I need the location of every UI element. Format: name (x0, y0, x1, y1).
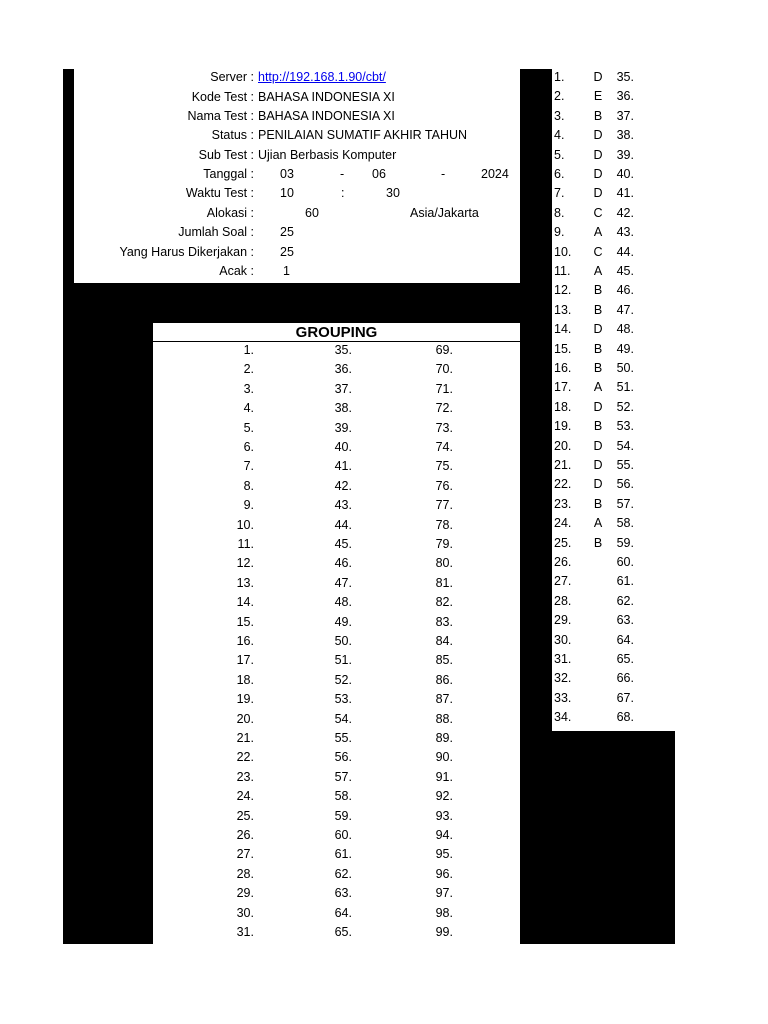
grouping-number: 23. (236, 769, 254, 784)
grouping-number: 17. (236, 653, 254, 668)
answer-next-number: 56. (616, 477, 634, 492)
grouping-number: 97. (435, 886, 453, 901)
grouping-number: 57. (334, 769, 352, 784)
answer-number: 33. (554, 690, 572, 705)
nama-test-label: Nama Test : (187, 109, 254, 123)
answer-key: E (593, 89, 603, 104)
answer-next-number: 62. (616, 593, 634, 608)
answer-next-number: 43. (616, 225, 634, 240)
answer-next-number: 47. (616, 302, 634, 317)
waktu-minute: 30 (386, 186, 400, 200)
grouping-number: 30. (236, 905, 254, 920)
answer-key: A (593, 380, 603, 395)
answer-next-number: 37. (616, 108, 634, 123)
answer-number: 13. (554, 302, 572, 317)
grouping-number: 63. (334, 886, 352, 901)
answer-number: 20. (554, 438, 572, 453)
answer-key: D (593, 399, 603, 414)
answer-number: 21. (554, 458, 572, 472)
grouping-number: 74. (435, 440, 453, 454)
sub-test-label: Sub Test : (198, 148, 254, 162)
answer-number: 22. (554, 477, 572, 492)
answer-next-number: 38. (616, 128, 634, 143)
tanggal-separator: - (441, 167, 446, 181)
answer-key: B (593, 361, 603, 375)
answer-next-number: 36. (616, 89, 634, 104)
grouping-number: 73. (435, 420, 453, 435)
tanggal-label: Tanggal : (203, 167, 254, 181)
answer-key: D (593, 128, 603, 143)
grouping-number: 60. (334, 828, 352, 842)
answer-number: 11. (554, 264, 571, 278)
answer-key: B (593, 108, 603, 123)
grouping-number: 10. (236, 517, 254, 532)
grouping-number: 79. (435, 537, 453, 551)
grouping-number: 64. (334, 905, 352, 920)
grouping-number: 86. (435, 672, 453, 687)
kode-test-label: Kode Test : (191, 90, 254, 104)
answer-next-number: 54. (616, 438, 634, 453)
answer-number: 26. (554, 555, 572, 569)
grouping-number: 47. (334, 575, 352, 590)
answer-next-number: 48. (616, 322, 634, 337)
answer-number: 6. (554, 167, 565, 181)
grouping-number: 85. (435, 653, 453, 668)
answer-next-number: 49. (616, 341, 634, 356)
grouping-number: 24. (236, 789, 254, 804)
grouping-number: 93. (435, 808, 453, 823)
answer-next-number: 57. (616, 496, 634, 511)
grouping-number: 35. (334, 343, 352, 357)
grouping-number: 75. (435, 459, 453, 474)
answer-next-number: 53. (616, 419, 634, 434)
answer-next-number: 52. (616, 399, 634, 414)
answer-number: 7. (554, 186, 565, 201)
answer-number: 15. (554, 341, 572, 356)
answer-next-number: 68. (616, 710, 634, 725)
grouping-number: 2. (243, 362, 254, 377)
answer-next-number: 50. (616, 361, 634, 375)
answer-next-number: 65. (616, 652, 634, 666)
tanggal-year: 2024 (481, 167, 509, 181)
answer-key: B (593, 535, 603, 550)
answer-next-number: 35. (616, 70, 634, 84)
grouping-number: 12. (236, 556, 254, 571)
answer-next-number: 46. (616, 283, 634, 298)
grouping-number: 13. (236, 575, 254, 590)
answer-number: 2. (554, 89, 565, 104)
answer-number: 5. (554, 147, 565, 162)
tanggal-day: 03 (280, 167, 294, 181)
tanggal-separator: - (340, 167, 345, 181)
nama-test-value: BAHASA INDONESIA XI (258, 109, 395, 123)
jumlah-soal-label: Jumlah Soal : (178, 225, 254, 239)
grouping-number: 14. (236, 595, 254, 610)
grouping-number: 95. (435, 847, 453, 862)
grouping-number: 58. (334, 789, 352, 804)
answer-number: 30. (554, 632, 572, 647)
answer-key: D (593, 458, 603, 472)
grouping-number: 53. (334, 692, 352, 707)
answer-next-number: 64. (616, 632, 634, 647)
answer-next-number: 63. (616, 613, 634, 628)
grouping-number: 26. (236, 828, 254, 842)
answer-number: 3. (554, 108, 565, 123)
grouping-number: 28. (236, 866, 254, 881)
answer-next-number: 39. (616, 147, 634, 162)
grouping-number: 29. (236, 886, 254, 901)
answer-key: C (593, 205, 603, 220)
grouping-number: 82. (435, 595, 453, 610)
grouping-number: 49. (334, 614, 352, 629)
grouping-number: 8. (243, 478, 254, 493)
grouping-number: 62. (334, 866, 352, 881)
grouping-number: 27. (236, 847, 254, 862)
grouping-number: 44. (334, 517, 352, 532)
grouping-number: 41. (334, 459, 352, 474)
grouping-number: 94. (435, 828, 453, 842)
waktu-test-label: Waktu Test : (185, 186, 254, 200)
answer-next-number: 45. (616, 264, 634, 278)
answer-key: A (593, 264, 603, 278)
answer-number: 18. (554, 399, 572, 414)
answer-next-number: 58. (616, 516, 634, 531)
grouping-number: 54. (334, 711, 352, 726)
answer-number: 24. (554, 516, 572, 531)
jumlah-soal-value: 25 (280, 225, 294, 239)
grouping-number: 90. (435, 750, 453, 765)
grouping-number: 31. (236, 925, 254, 939)
grouping-number: 55. (334, 731, 352, 745)
answer-key: D (593, 167, 603, 181)
acak-label: Acak : (219, 264, 254, 278)
grouping-number: 91. (435, 769, 453, 784)
grouping-number: 72. (435, 401, 453, 416)
grouping-number: 77. (435, 498, 453, 513)
grouping-number: 48. (334, 595, 352, 610)
kode-test-value: BAHASA INDONESIA XI (258, 90, 395, 104)
answer-next-number: 60. (616, 555, 634, 569)
answer-number: 34. (554, 710, 572, 725)
answer-number: 17. (554, 380, 572, 395)
grouping-number: 65. (334, 925, 352, 939)
answer-number: 19. (554, 419, 572, 434)
answer-key: D (593, 147, 603, 162)
grouping-number: 7. (243, 459, 254, 474)
grouping-number: 87. (435, 692, 453, 707)
grouping-number: 46. (334, 556, 352, 571)
grouping-number: 81. (435, 575, 453, 590)
answer-key: D (593, 186, 603, 201)
answer-next-number: 40. (616, 167, 634, 181)
grouping-number: 96. (435, 866, 453, 881)
answer-next-number: 55. (616, 458, 634, 472)
server-label: Server : (210, 70, 254, 84)
grouping-number: 39. (334, 420, 352, 435)
answer-key: D (593, 70, 603, 84)
grouping-number: 89. (435, 731, 453, 745)
answer-number: 28. (554, 593, 572, 608)
answer-number: 9. (554, 225, 565, 240)
grouping-number: 98. (435, 905, 453, 920)
grouping-number: 25. (236, 808, 254, 823)
grouping-number: 20. (236, 711, 254, 726)
grouping-number: 9. (243, 498, 254, 513)
answer-key: B (593, 341, 603, 356)
answer-key: B (593, 283, 603, 298)
answer-number: 29. (554, 613, 572, 628)
answer-number: 25. (554, 535, 572, 550)
alokasi-value: 60 (305, 206, 319, 220)
answer-next-number: 67. (616, 690, 634, 705)
answer-key: D (593, 438, 603, 453)
grouping-number: 19. (236, 692, 254, 707)
grouping-number: 15. (236, 614, 254, 629)
grouping-number: 6. (243, 440, 254, 454)
grouping-number: 18. (236, 672, 254, 687)
right-black-block (520, 731, 675, 944)
answer-number: 8. (554, 205, 565, 220)
harus-dikerjakan-value: 25 (280, 245, 294, 259)
grouping-number: 76. (435, 478, 453, 493)
harus-dikerjakan-label: Yang Harus Dikerjakan : (119, 245, 254, 259)
answer-next-number: 41. (616, 186, 634, 201)
answer-next-number: 61. (616, 574, 634, 589)
answer-number: 27. (554, 574, 572, 589)
status-value: PENILAIAN SUMATIF AKHIR TAHUN (258, 128, 468, 142)
grouping-number: 69. (435, 343, 453, 357)
grouping-number: 52. (334, 672, 352, 687)
grouping-number: 84. (435, 634, 453, 648)
grouping-number: 11. (237, 537, 254, 551)
answer-key: D (593, 322, 603, 337)
answer-number: 32. (554, 671, 572, 686)
answer-key: B (593, 496, 603, 511)
grouping-number: 5. (243, 420, 254, 435)
acak-value: 1 (283, 264, 290, 278)
answer-key: B (593, 302, 603, 317)
grouping-number: 40. (334, 440, 352, 454)
grouping-title: GROUPING (153, 322, 520, 342)
answer-next-number: 66. (616, 671, 634, 686)
grouping-number: 1. (243, 343, 254, 357)
answer-number: 1. (554, 70, 565, 84)
answer-number: 4. (554, 128, 565, 143)
waktu-hour: 10 (280, 186, 294, 200)
grouping-number: 83. (435, 614, 453, 629)
grouping-number: 4. (243, 401, 254, 416)
grouping-number: 51. (334, 653, 352, 668)
sub-test-value: Ujian Berbasis Komputer (258, 148, 397, 162)
timezone-value: Asia/Jakarta (410, 206, 479, 220)
grouping-number: 88. (435, 711, 453, 726)
answer-key: A (593, 516, 603, 531)
grouping-number: 59. (334, 808, 352, 823)
left-black-column (63, 283, 153, 944)
grouping-number: 56. (334, 750, 352, 765)
answer-key: A (593, 225, 603, 240)
grouping-number: 92. (435, 789, 453, 804)
grouping-number: 61. (334, 847, 352, 862)
answer-number: 10. (554, 244, 572, 259)
grouping-number: 3. (243, 381, 254, 396)
grouping-number: 99. (435, 925, 453, 939)
answer-number: 23. (554, 496, 572, 511)
grouping-number: 16. (236, 634, 254, 648)
status-label: Status : (211, 128, 254, 142)
grouping-number: 78. (435, 517, 453, 532)
waktu-separator: : (341, 186, 345, 200)
grouping-number: 36. (334, 362, 352, 377)
grouping-number: 43. (334, 498, 352, 513)
grouping-number: 70. (435, 362, 453, 377)
grouping-number: 21. (236, 731, 254, 745)
answer-key: D (593, 477, 603, 492)
alokasi-label: Alokasi : (206, 206, 254, 220)
grouping-number: 38. (334, 401, 352, 416)
server-link[interactable]: http://192.168.1.90/cbt/ (258, 70, 386, 84)
answer-next-number: 51. (616, 380, 634, 395)
grouping-number: 22. (236, 750, 254, 765)
answer-next-number: 44. (616, 244, 634, 259)
answer-number: 14. (554, 322, 572, 337)
grouping-number: 71. (435, 381, 453, 396)
answer-next-number: 42. (616, 205, 634, 220)
answer-next-number: 59. (616, 535, 634, 550)
grouping-number: 37. (334, 381, 352, 396)
answer-number: 31. (554, 652, 572, 666)
grouping-number: 50. (334, 634, 352, 648)
grouping-number: 42. (334, 478, 352, 493)
answer-key: B (593, 419, 603, 434)
grouping-number: 80. (435, 556, 453, 571)
grouping-number: 45. (334, 537, 352, 551)
answer-number: 12. (554, 283, 572, 298)
answer-key: C (593, 244, 603, 259)
answer-number: 16. (554, 361, 572, 375)
tanggal-month: 06 (372, 167, 386, 181)
